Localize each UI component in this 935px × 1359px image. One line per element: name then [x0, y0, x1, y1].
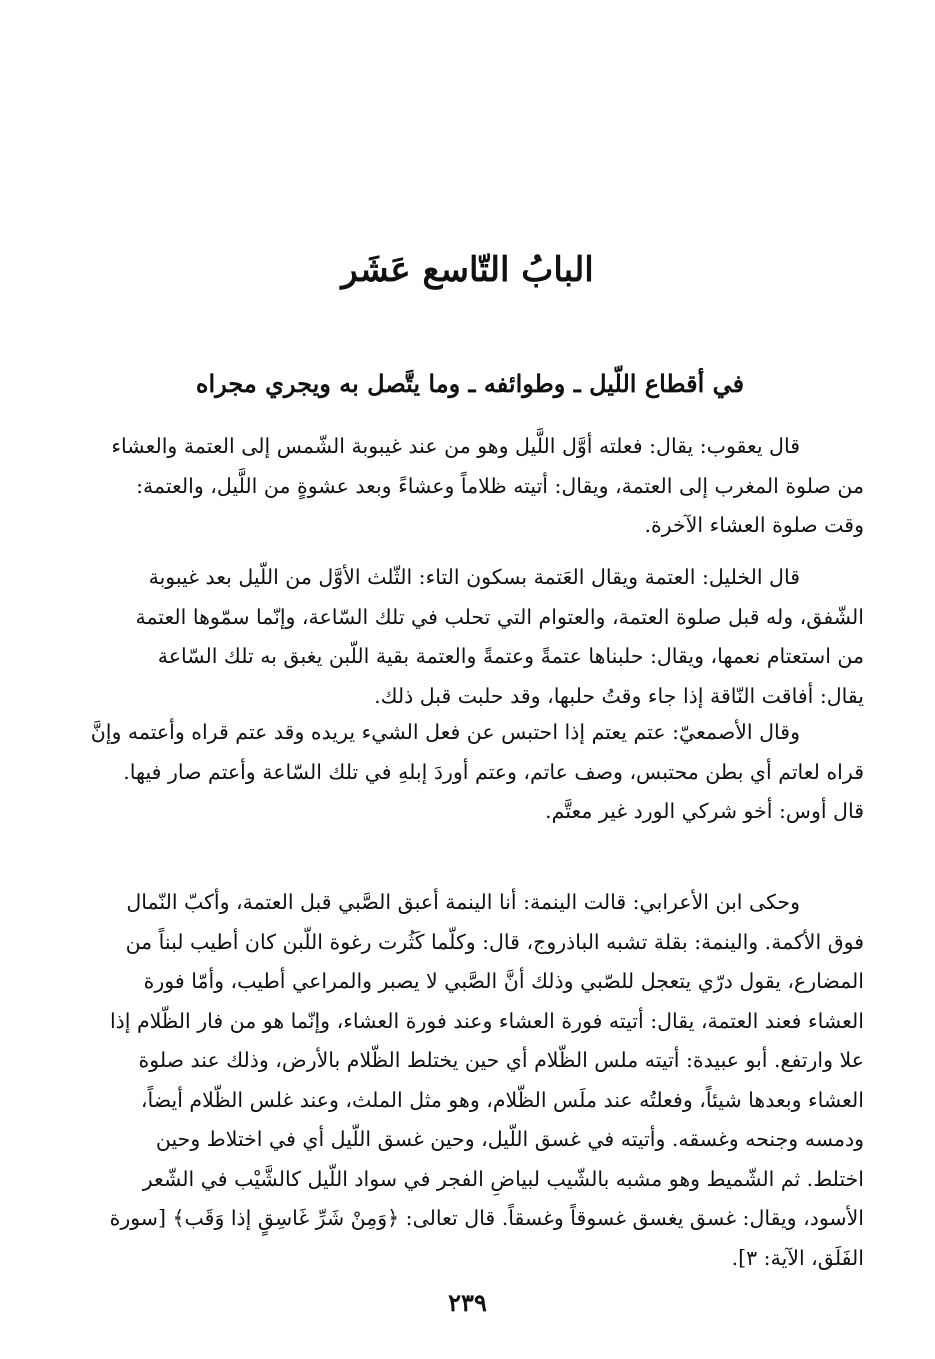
text-line: اختلط. ثم الشّميط وهو مشبه بالشّيب لبياضِ الفجر في سواد اللّيل كالشَّيْب في الشّعر	[142, 1166, 864, 1191]
text-line: وقت صلوة العشاء الآخرة.	[644, 513, 864, 537]
text-line: فوق الأكمة. والينمة: بقلة تشبه الباذروج، قال: وكلّما كَثُرت رغوة اللّبن كان أطيب لبناً من	[125, 929, 864, 954]
paragraph-ibn-arabi	[80, 883, 864, 1278]
text-line: وحكى ابن الأعرابي: قالت الينمة: أنا الينمة أعبق الصَّبي قبل العتمة، وأكبّ النّمال	[126, 890, 800, 914]
text-line: قال الخليل: العتمة ويقال العَتمة بسكون التاء: الثّلث الأوَّل من اللّيل بعد غيبوبة	[148, 565, 800, 589]
text-line: من استعتام نعمها، ويقال: حلبناها عتمةً وعتمةً والعتمة بقية اللّبن يغبق به تلك السّاعة	[157, 644, 864, 668]
paragraph-yaqub	[80, 427, 864, 546]
text-line: المضارع، يقول درّي يتعجل للصّبي وذلك أنَّ الصَّبي لا يصبر والمراعي أطيب، وأمّا فورة	[143, 969, 864, 993]
paragraph-asmai	[80, 713, 864, 832]
text-line: الفَلَق، الآية: ٣].	[731, 1245, 864, 1270]
text-line: العشاء وبعدها شيئاً، وفعلتُه عند ملَس الظّلام، وهو مثل الملث، وعند غلس الظّلام أيضاً،	[140, 1087, 864, 1112]
text-line: وقال الأصمعيّ: عتم يعتم إذا احتبس عن فعل الشيء يريده وقد عتم قراه وأعتمه وإنَّ	[90, 720, 800, 744]
text-line: من صلوة المغرب إلى العتمة، ويقال: أتيته ظلاماً وعشاءً وبعد عشوةٍ من اللَّيل، والعتمة:	[136, 473, 864, 498]
text-line: قال يعقوب: يقال: فعلته أوَّل اللَّيل وهو من عند غيبوبة الشّمس إلى العتمة والعشاء	[111, 434, 800, 458]
text-line: العشاء فعند العتمة، يقال: أتيته فورة العشاء وعند فورة العشاء، وإنّما هو من فار الظّلام إذا	[109, 1008, 864, 1033]
text-line: علا وارتفع. أبو عبيدة: أتيته ملس الظّلام أي حين يختلط الظّلام بالأرض، وذلك عند صلوة	[138, 1048, 864, 1072]
paragraph-khalil	[80, 558, 864, 716]
text-line: قال أوس: أخو شركي الورد غير معتَّم.	[545, 799, 864, 823]
text-line: ودمسه وجنحه وغسقه. وأتيته في غسق اللّيل، وحين غسق اللّيل أي في اختلاط وحين	[155, 1127, 864, 1151]
section-title: في أقطاع اللّيل ـ وطوائفه ـ وما يتَّصل به ويجري مجراه	[195, 369, 745, 398]
chapter-title: البابُ التّاسع عَشَر	[341, 250, 594, 290]
text-line: يقال: أفاقت النّاقة إذا جاء وقتُ حلبها، وقد حلبت قبل ذلك.	[374, 683, 864, 708]
text-line: الأسود، ويقال: غسق يغسق غسوقاً وغسقاً. قال تعالى: ﴿وَمِنْ شَرِّ غَاسِقٍ إذا وَقَب﴾ [سورة	[109, 1206, 864, 1230]
page-number: ٢٣٩	[448, 1288, 487, 1317]
text-line: الشّفق، وله قبل صلوة العتمة، والعتوام التي تحلب في تلك السّاعة، وإنّما سمّوها العتمة	[135, 604, 864, 629]
text-line: قراه لعاتم أي بطن محتبس، وصف عاتم، وعتم أوردَ إبلهِ في تلك السّاعة وأعتم صار فيها.	[123, 759, 864, 784]
